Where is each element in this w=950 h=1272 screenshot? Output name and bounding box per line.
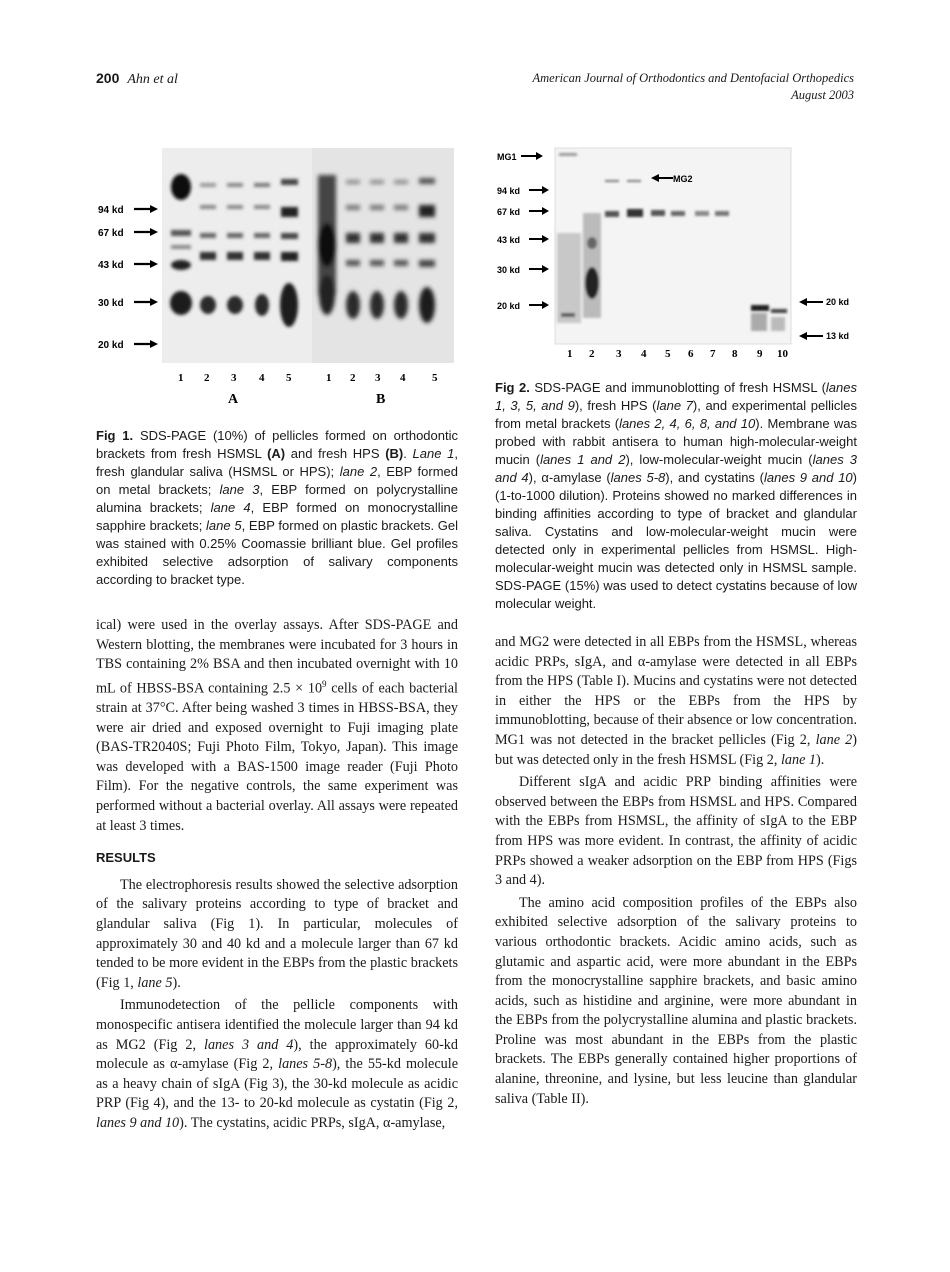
right-body-text — [495, 633, 857, 1109]
fig1-lane-a3: 3 — [231, 372, 237, 384]
fig2-lane-2: 2 — [589, 348, 595, 360]
left-column — [96, 145, 458, 1134]
journal-title: American Journal of Orthodontics and Dentofacial Orthopedics — [532, 71, 854, 85]
fig2-lane-7: 7 — [710, 348, 716, 360]
fig1-marker-94: 94 kd — [98, 205, 124, 216]
fig2-lane-5: 5 — [665, 348, 671, 360]
fig1-lane-a1: 1 — [178, 372, 184, 384]
page-number: 200 — [96, 70, 120, 86]
fig2-marker-43: 43 kd — [497, 235, 521, 245]
fig1-lane-a4: 4 — [259, 372, 265, 384]
fig1-lane-b1: 1 — [326, 372, 332, 384]
fig2-lane-numbers — [567, 348, 789, 360]
fig2-marker-20: 20 kd — [497, 301, 521, 311]
paragraph: and MG2 were detected in all EBPs from the HSMSL, whereas acidic PRPs, sIgA, and α-amylase were detected in all EBPs from the HPS (Table I). Mucins and cystatins were not detected in either the HPS or the EBPs from the HPS by immunoblotting, because of their absence or low concentration. MG1 was not detected in the bracket pellicles (Fig 2, lane 2) but was detected only in the fresh HSMSL (Fig 2, lane 1). — [495, 634, 857, 768]
fig2-lane-9: 9 — [757, 348, 763, 360]
fig1-caption: Fig 1. SDS-PAGE (10%) of pellicles formed on orthodontic brackets from fresh HSMSL (A) and fresh HPS (B). Lane 1, fresh glandular saliva (HSMSL or HPS); lane 2, EBP formed on metal brackets; lane 3, EBP formed on polycrystalline alumina brackets; lane 4, EBP formed on monocrystalline sapphire brackets; lane 5, EBP formed on plastic brackets. Gel was stained with 0.25% Coomassie brilliant blue. Gel profiles exhibited selective adsorption of salivary components according to bracket type. — [96, 428, 459, 587]
fig2-lane-1: 1 — [567, 348, 573, 360]
fig1-marker-arrows — [134, 205, 158, 348]
fig1-marker-labels — [98, 205, 124, 351]
fig1-lane-b5: 5 — [432, 372, 438, 384]
fig1-marker-43: 43 kd — [98, 260, 124, 271]
left-body-text — [96, 616, 458, 1134]
fig1-lane-a2: 2 — [204, 372, 210, 384]
fig2-caption-label: Fig 2. — [495, 380, 530, 395]
issue-date: August 2003 — [791, 88, 854, 102]
fig2-mg2-label: MG2 — [673, 174, 693, 184]
right-column — [495, 143, 857, 1109]
paragraph: ical) were used in the overlay assays. After SDS-PAGE and Western blotting, the membranes were incubated for 3 hours in TBS containing 2% BSA and then incubated overnight with 10 mL of HBSS-BSA containing $2.5 \times 10^9$ cells of each bacterial strain at 37°C. After being washed 3 times in HBSS-BSA, they were air dried and exposed overnight to Fuji imaging plate (BAS-TR2040S; Fuji Photo Film, Tokyo, Japan). This image was developed with a BAS-1500 image reader (Fuji Photo Film). For the negative controls, the same experiment was performed without a bacterial overlay. All assays were repeated at least 3 times. — [96, 617, 458, 834]
fig2-right-marker-labels — [826, 297, 849, 341]
fig2-left-marker-labels — [497, 152, 520, 311]
fig1-panel-b-label: B — [376, 392, 386, 407]
fig1-panel-a-label: A — [228, 392, 239, 407]
fig1-lane-b3: 3 — [375, 372, 381, 384]
fig2-right-arrows — [799, 298, 823, 340]
running-header-right — [533, 70, 855, 104]
running-header-left — [96, 70, 178, 88]
fig1-caption-label: Fig 1. — [96, 428, 134, 443]
fig2-blot-image — [495, 143, 857, 365]
fig2-marker-94: 94 kd — [497, 186, 521, 196]
fig2-left-arrows — [521, 152, 549, 309]
fig2-right-marker-20: 20 kd — [826, 297, 850, 307]
fig1-lane-b2: 2 — [350, 372, 356, 384]
fig2-lane-8: 8 — [732, 348, 738, 360]
fig2-marker-30: 30 kd — [497, 265, 521, 275]
fig2-lane-4: 4 — [641, 348, 647, 360]
figure-2 — [495, 143, 857, 365]
fig1-lane-b4: 4 — [400, 372, 406, 384]
paragraph: Different sIgA and acidic PRP binding affinities were observed between the EBPs from HSMSL and HPS. Compared with the EBPs from HSMSL, the affinity of sIgA to the EBP from HPS was more evident. In contrast, the affinity of acidic PRPs showed a weaker adsorption on the EBP from HPS (Figs 3 and 4). — [495, 774, 857, 889]
fig1-marker-20: 20 kd — [98, 340, 124, 351]
paragraph: Immunodetection of the pellicle components with monospecific antisera identified the molecule larger than 94 kd as MG2 (Fig 2, lanes 3 and 4), the approximately 60-kd molecule as α-amylase (Fig 2, lanes 5-8), the 55-kd molecule as a heavy chain of sIgA (Fig 3), the 30-kd molecule as acidic PRP (Fig 4), and the 13- to 20-kd molecule as cystatin (Fig 2, lanes 9 and 10). The cystatins, acidic PRPs, sIgA, α-amylase, — [96, 997, 458, 1131]
fig2-marker-67: 67 kd — [497, 207, 521, 217]
fig2-right-marker-13: 13 kd — [826, 331, 850, 341]
figure-1 — [96, 145, 458, 415]
fig1-marker-30: 30 kd — [98, 298, 124, 309]
paragraph: The electrophoresis results showed the selective adsorption of the salivary proteins according to type of bracket and glandular saliva (Fig 1). In particular, molecules of approximately 30 and 40 kd and a molecule larger than 67 kd tended to be more evident in the EBPs from the plastic brackets (Fig 1, lane 5). — [96, 876, 458, 991]
running-authors: Ahn et al — [127, 72, 178, 87]
fig1-gel-image — [96, 145, 458, 415]
section-heading-results: RESULTS — [96, 850, 156, 866]
fig2-marker-mg1: MG1 — [497, 152, 517, 162]
fig2-lane-6: 6 — [688, 348, 694, 360]
fig2-caption: Fig 2. SDS-PAGE and immunoblotting of fresh HSMSL (lanes 1, 3, 5, and 9), fresh HPS (lane 7), and experimental pellicles from metal brackets (lanes 2, 4, 6, 8, and 10). Membrane was probed with rabbit antisera to human high-molecular-weight mucin (lanes 1 and 2), low-molecular-weight mucin (lanes 3 and 4), α-amylase (lanes 5-8), and cystatins (lanes 9 and 10) (1-to-1000 dilution). Proteins showed no marked differences in binding affinities according to type of bracket and glandular saliva. Cystatins and low-molecular-weight mucin were detected only in experimental pellicles from HSMSL. High-molecular-weight mucin was detected only in HSMSL sample. SDS-PAGE (15%) was used to detect cystatins because of low molecular weight. — [495, 380, 857, 611]
paragraph: The amino acid composition profiles of the EBPs also exhibited selective adsorption of the salivary proteins to various orthodontic brackets. Acidic amino acids, such as glutamic and aspartic acid, were more abundant in the EBPs from the monocrystalline sapphire brackets, and basic amino acids, such as histidine and arginine, were more abundant in the EBPs from the polycrystalline alumina and plastic brackets. Proline was most abundant in the EBPs from the plastic brackets. The EBPs generally contained higher proportions of alanine, threonine, and lysine, but less leucine than glandular saliva (Table II). — [495, 894, 857, 1107]
fig2-lane-3: 3 — [616, 348, 622, 360]
fig2-lane-10: 10 — [777, 348, 788, 360]
fig1-lane-a5: 5 — [286, 372, 292, 384]
fig1-marker-67: 67 kd — [98, 228, 124, 239]
fig1-lane-numbers — [178, 372, 438, 384]
